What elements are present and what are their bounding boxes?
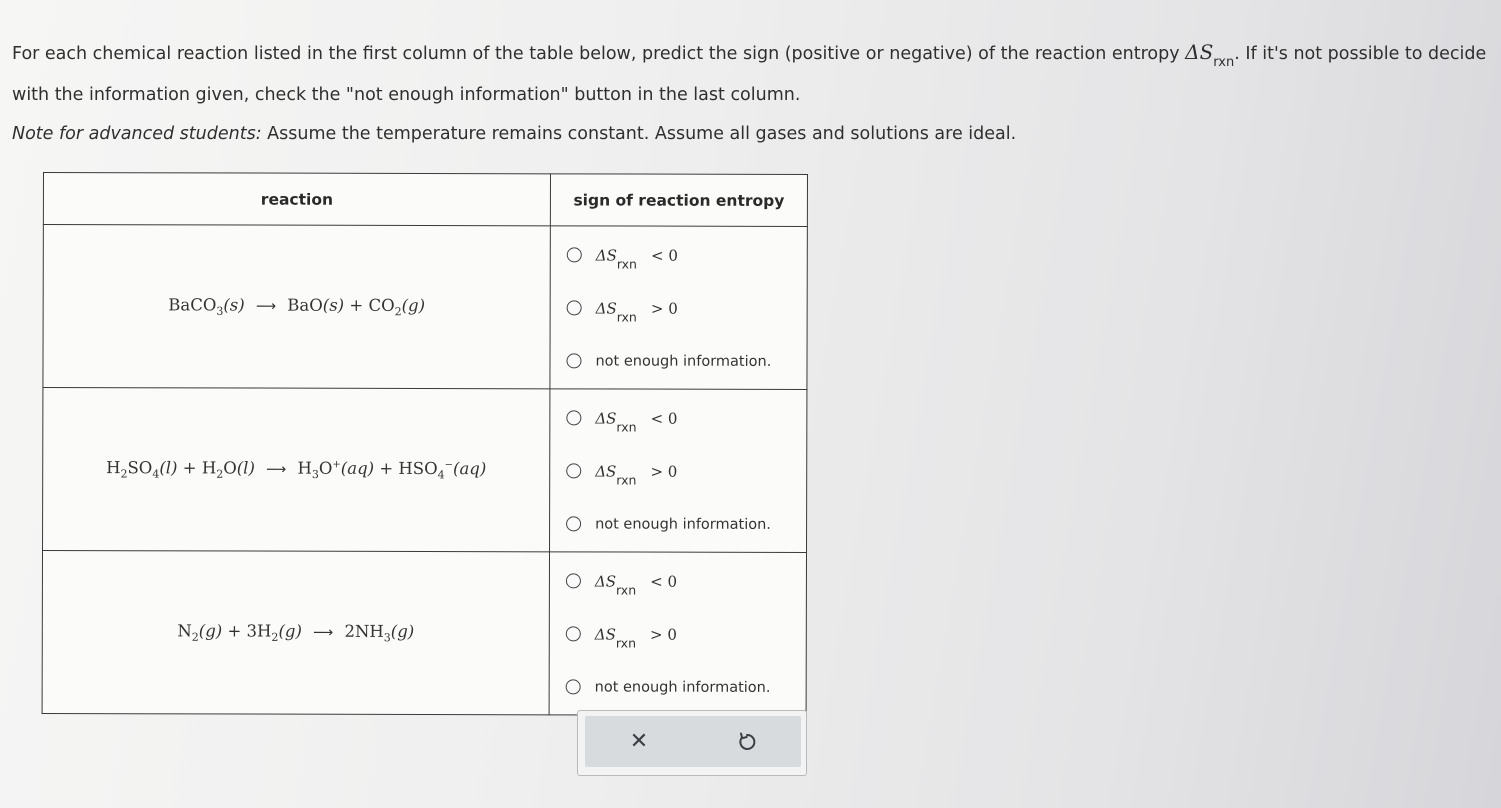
option-positive[interactable] <box>551 281 807 335</box>
option-label: $\Delta S_{rxn} < 0$ <box>595 245 678 272</box>
toolbar-inner <box>585 716 801 767</box>
option-label: $\Delta S_{rxn} > 0$ <box>595 461 678 488</box>
header-reaction: reaction <box>43 173 550 226</box>
reaction-table <box>42 172 808 716</box>
radio-button[interactable] <box>566 626 581 641</box>
instructions-text-1: For each chemical reaction listed in the first column of the table below, predict the sign (positive or negative) of the reaction entropy <box>12 44 1186 64</box>
delta-s-subscript: rxn <box>1213 55 1235 70</box>
option-label: $\Delta S_{rxn} > 0$ <box>595 298 678 325</box>
clear-button[interactable] <box>619 729 659 754</box>
option-label: $\Delta S_{rxn} > 0$ <box>594 624 677 651</box>
table-header-row <box>43 173 807 227</box>
option-negative[interactable] <box>550 554 806 608</box>
radio-button[interactable] <box>567 300 582 315</box>
option-label: not enough information. <box>595 515 771 533</box>
answer-toolbar <box>577 710 807 776</box>
undo-button[interactable] <box>727 731 767 753</box>
delta-s-symbol: ΔS <box>1185 40 1214 64</box>
option-negative[interactable] <box>551 228 807 282</box>
reaction-equation-2: $H_2SO_4(l) + H_2O(l)$ ⟶ $H_3O^+(aq) + HSO_4^-(aq)$ <box>43 388 550 552</box>
option-positive[interactable] <box>550 607 806 661</box>
reaction-equation-3: $N_2(g) + 3H_2(g)$ ⟶ $2NH_3(g)$ <box>42 551 549 715</box>
option-label: $\Delta S_{rxn} < 0$ <box>594 571 678 598</box>
radio-button[interactable] <box>566 516 581 531</box>
option-label: not enough information. <box>595 352 772 370</box>
option-not-enough-info[interactable] <box>550 334 806 388</box>
sign-options-1 <box>550 226 807 390</box>
option-label: $\Delta S_{rxn} < 0$ <box>595 408 678 435</box>
note-label: Note for advanced students: <box>12 124 262 144</box>
radio-button[interactable] <box>566 463 581 478</box>
table-row <box>42 551 806 716</box>
option-positive[interactable] <box>550 444 806 498</box>
option-not-enough-info[interactable] <box>550 497 806 551</box>
close-icon: ✕ <box>629 729 649 754</box>
radio-button[interactable] <box>566 679 581 694</box>
sign-options-2 <box>550 389 807 553</box>
radio-button[interactable] <box>567 247 582 262</box>
header-sign: sign of reaction entropy <box>550 174 807 227</box>
radio-button[interactable] <box>566 573 581 588</box>
instructions <box>12 36 1487 151</box>
instructions-paragraph <box>12 36 1487 112</box>
table-row <box>43 388 807 553</box>
instructions-text-2: . If it's not possible to decide with the information given, check the "not enough information" button in the last column. <box>12 44 1487 105</box>
option-label: not enough information. <box>594 678 771 696</box>
table-row <box>43 225 807 390</box>
radio-button[interactable] <box>566 353 581 368</box>
radio-button[interactable] <box>566 410 581 425</box>
note-text: Assume the temperature remains constant. Assume all gases and solutions are ideal. <box>261 124 1017 144</box>
note-paragraph <box>12 118 1487 151</box>
reaction-arrow-icon: ⟶ <box>255 298 277 315</box>
option-not-enough-info[interactable] <box>550 660 806 714</box>
reaction-arrow-icon: ⟶ <box>266 461 287 478</box>
undo-icon <box>736 731 758 753</box>
reaction-arrow-icon: ⟶ <box>313 624 334 641</box>
option-negative[interactable] <box>550 391 806 445</box>
sign-options-3 <box>549 552 806 716</box>
reaction-equation-1: BaCO$_3$(s) ⟶ $BaO(s) + CO_2(g)$ <box>43 225 550 389</box>
